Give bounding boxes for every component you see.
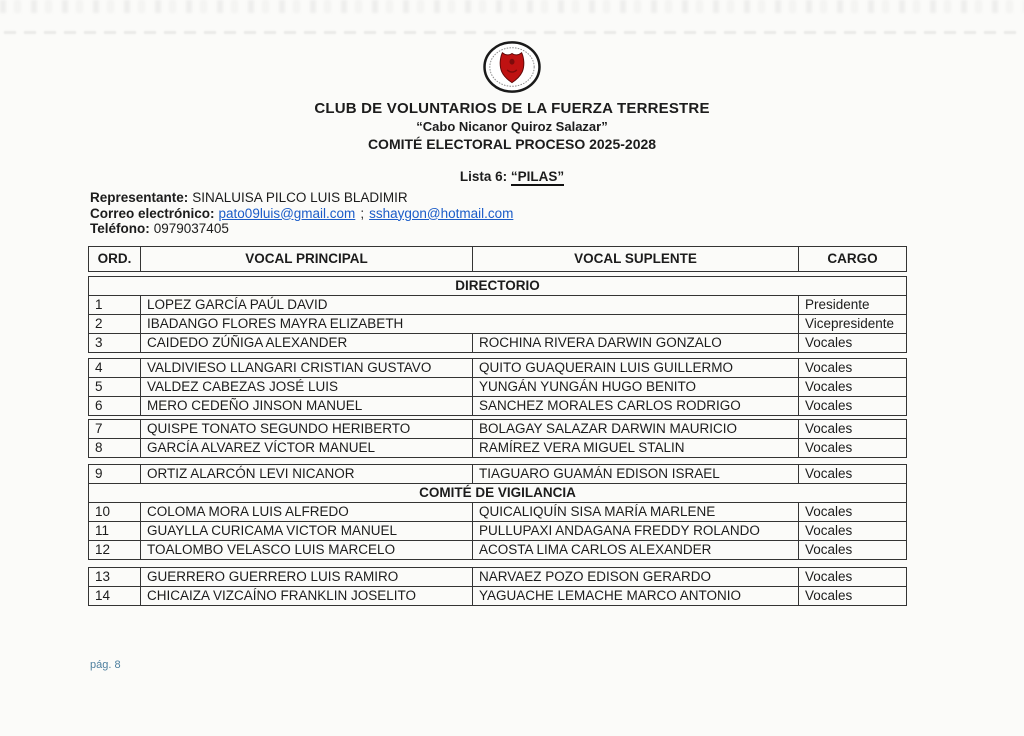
vocal-principal-cell: COLOMA MORA LUIS ALFREDO [141,502,473,521]
section-title: DIRECTORIO [89,276,907,295]
table-header-row [89,246,907,271]
email-link-1[interactable]: pato09luis@gmail.com [218,205,356,221]
page-number: pág. 8 [90,659,121,671]
scan-noise-band [0,0,1024,13]
cargo-cell: Vocales [799,567,907,586]
ord-cell: 12 [89,540,141,559]
telefono-line [90,221,1024,237]
email-separator: ; [360,205,365,221]
vocal-principal-cell: TOALOMBO VELASCO LUIS MARCELO [141,540,473,559]
table-row [89,314,907,333]
table-row [89,295,907,314]
representante-label: Representante: [90,190,189,205]
vocal-suplente-cell: ACOSTA LIMA CARLOS ALEXANDER [473,540,799,559]
lista-name: “PILAS” [510,169,565,184]
cargo-cell: Vocales [799,396,907,415]
correo-line [90,206,1024,222]
roster-table [88,246,907,606]
representative-info [90,190,1024,237]
roster-table-container [88,246,906,606]
column-header-vocal-principal: VOCAL PRINCIPAL [141,246,473,271]
representante-line [90,190,1024,206]
vocal-suplente-cell: YAGUACHE LEMACHE MARCO ANTONIO [473,586,799,605]
vocal-principal-cell: GARCÍA ALVAREZ VÍCTOR MANUEL [141,438,473,457]
ord-cell: 1 [89,295,141,314]
table-row [89,502,907,521]
vocal-suplente-cell: TIAGUARO GUAMÁN EDISON ISRAEL [473,464,799,483]
correo-label: Correo electrónico: [90,205,215,221]
ord-cell: 6 [89,396,141,415]
vocal-principal-cell: CAIDEDO ZÚÑIGA ALEXANDER [141,333,473,352]
row-gap [89,457,907,464]
row-gap [89,559,907,567]
lista-line [0,169,1024,185]
section-header-row [89,276,907,295]
ord-cell: 11 [89,521,141,540]
ord-cell: 5 [89,377,141,396]
telefono-value: 0979037405 [153,221,229,237]
table-row [89,438,907,457]
cargo-cell: Vocales [799,521,907,540]
cargo-cell: Presidente [799,295,907,314]
ord-cell: 13 [89,567,141,586]
table-row [89,464,907,483]
vocal-principal-cell: GUAYLLA CURICAMA VICTOR MANUEL [141,521,473,540]
vocal-suplente-cell: QUITO GUAQUERAIN LUIS GUILLERMO [473,358,799,377]
ord-cell: 14 [89,586,141,605]
cargo-cell: Vocales [799,358,907,377]
vocal-suplente-cell: RAMÍREZ VERA MIGUEL STALIN [473,438,799,457]
vocal-suplente-cell: SANCHEZ MORALES CARLOS RODRIGO [473,396,799,415]
cargo-cell: Vocales [799,333,907,352]
table-row [89,419,907,438]
table-row [89,521,907,540]
column-header-vocal-suplente: VOCAL SUPLENTE [473,246,799,271]
vocal-principal-cell: MERO CEDEÑO JINSON MANUEL [141,396,473,415]
vocal-suplente-cell: YUNGÁN YUNGÁN HUGO BENITO [473,377,799,396]
ord-cell: 2 [89,314,141,333]
row-gap-cell [89,457,907,464]
vocal-principal-cell: VALDEZ CABEZAS JOSÉ LUIS [141,377,473,396]
ord-cell: 10 [89,502,141,521]
cargo-cell: Vocales [799,540,907,559]
org-title: CLUB DE VOLUNTARIOS DE LA FUERZA TERRESTRE [314,100,710,117]
vocal-principal-cell: CHICAIZA VIZCAÍNO FRANKLIN JOSELITO [141,586,473,605]
cargo-cell: Vicepresidente [799,314,907,333]
vocal-suplente-cell: QUICALIQUÍN SISA MARÍA MARLENE [473,502,799,521]
section-title: COMITÉ DE VIGILANCIA [89,483,907,502]
ord-cell: 3 [89,333,141,352]
vocal-suplente-cell: ROCHINA RIVERA DARWIN GONZALO [473,333,799,352]
vocal-principal-cell: QUISPE TONATO SEGUNDO HERIBERTO [141,419,473,438]
telefono-label: Teléfono: [90,221,150,237]
scan-noise-line [4,31,1020,34]
roster-table-body [89,271,907,605]
vocal-suplente-cell: NARVAEZ POZO EDISON GERARDO [473,567,799,586]
vocal-suplente-cell: PULLUPAXI ANDAGANA FREDDY ROLANDO [473,521,799,540]
cargo-cell: Vocales [799,586,907,605]
vocal-principal-cell: GUERRERO GUERRERO LUIS RAMIRO [141,567,473,586]
ord-cell: 7 [89,419,141,438]
cargo-cell: Vocales [799,464,907,483]
row-gap-cell [89,559,907,567]
section-header-row [89,483,907,502]
email-link-2[interactable]: sshaygon@hotmail.com [369,205,514,221]
vocal-principal-cell: ORTIZ ALARCÓN LEVI NICANOR [141,464,473,483]
vocal-principal-cell: IBADANGO FLORES MAYRA ELIZABETH [141,314,799,333]
ord-cell: 9 [89,464,141,483]
ord-cell: 8 [89,438,141,457]
table-row [89,333,907,352]
cargo-cell: Vocales [799,438,907,457]
vocal-principal-cell: LOPEZ GARCÍA PAÚL DAVID [141,295,799,314]
cargo-cell: Vocales [799,419,907,438]
lista-label: Lista 6: [459,169,508,184]
table-row [89,586,907,605]
table-row [89,396,907,415]
cargo-cell: Vocales [799,377,907,396]
vocal-suplente-cell: BOLAGAY SALAZAR DARWIN MAURICIO [473,419,799,438]
ord-cell: 4 [89,358,141,377]
vocal-principal-cell: VALDIVIESO LLANGARI CRISTIAN GUSTAVO [141,358,473,377]
representante-value: SINALUISA PILCO LUIS BLADIMIR [192,190,408,205]
table-row [89,358,907,377]
column-header-ord: ORD. [89,246,141,271]
table-row [89,567,907,586]
org-subtitle: “Cabo Nicanor Quiroz Salazar” [416,119,608,134]
cargo-cell: Vocales [799,502,907,521]
column-header-cargo: CARGO [799,246,907,271]
table-row [89,540,907,559]
committee-title: COMITÉ ELECTORAL PROCESO 2025-2028 [367,136,657,152]
club-crest-icon [482,40,542,94]
table-row [89,377,907,396]
